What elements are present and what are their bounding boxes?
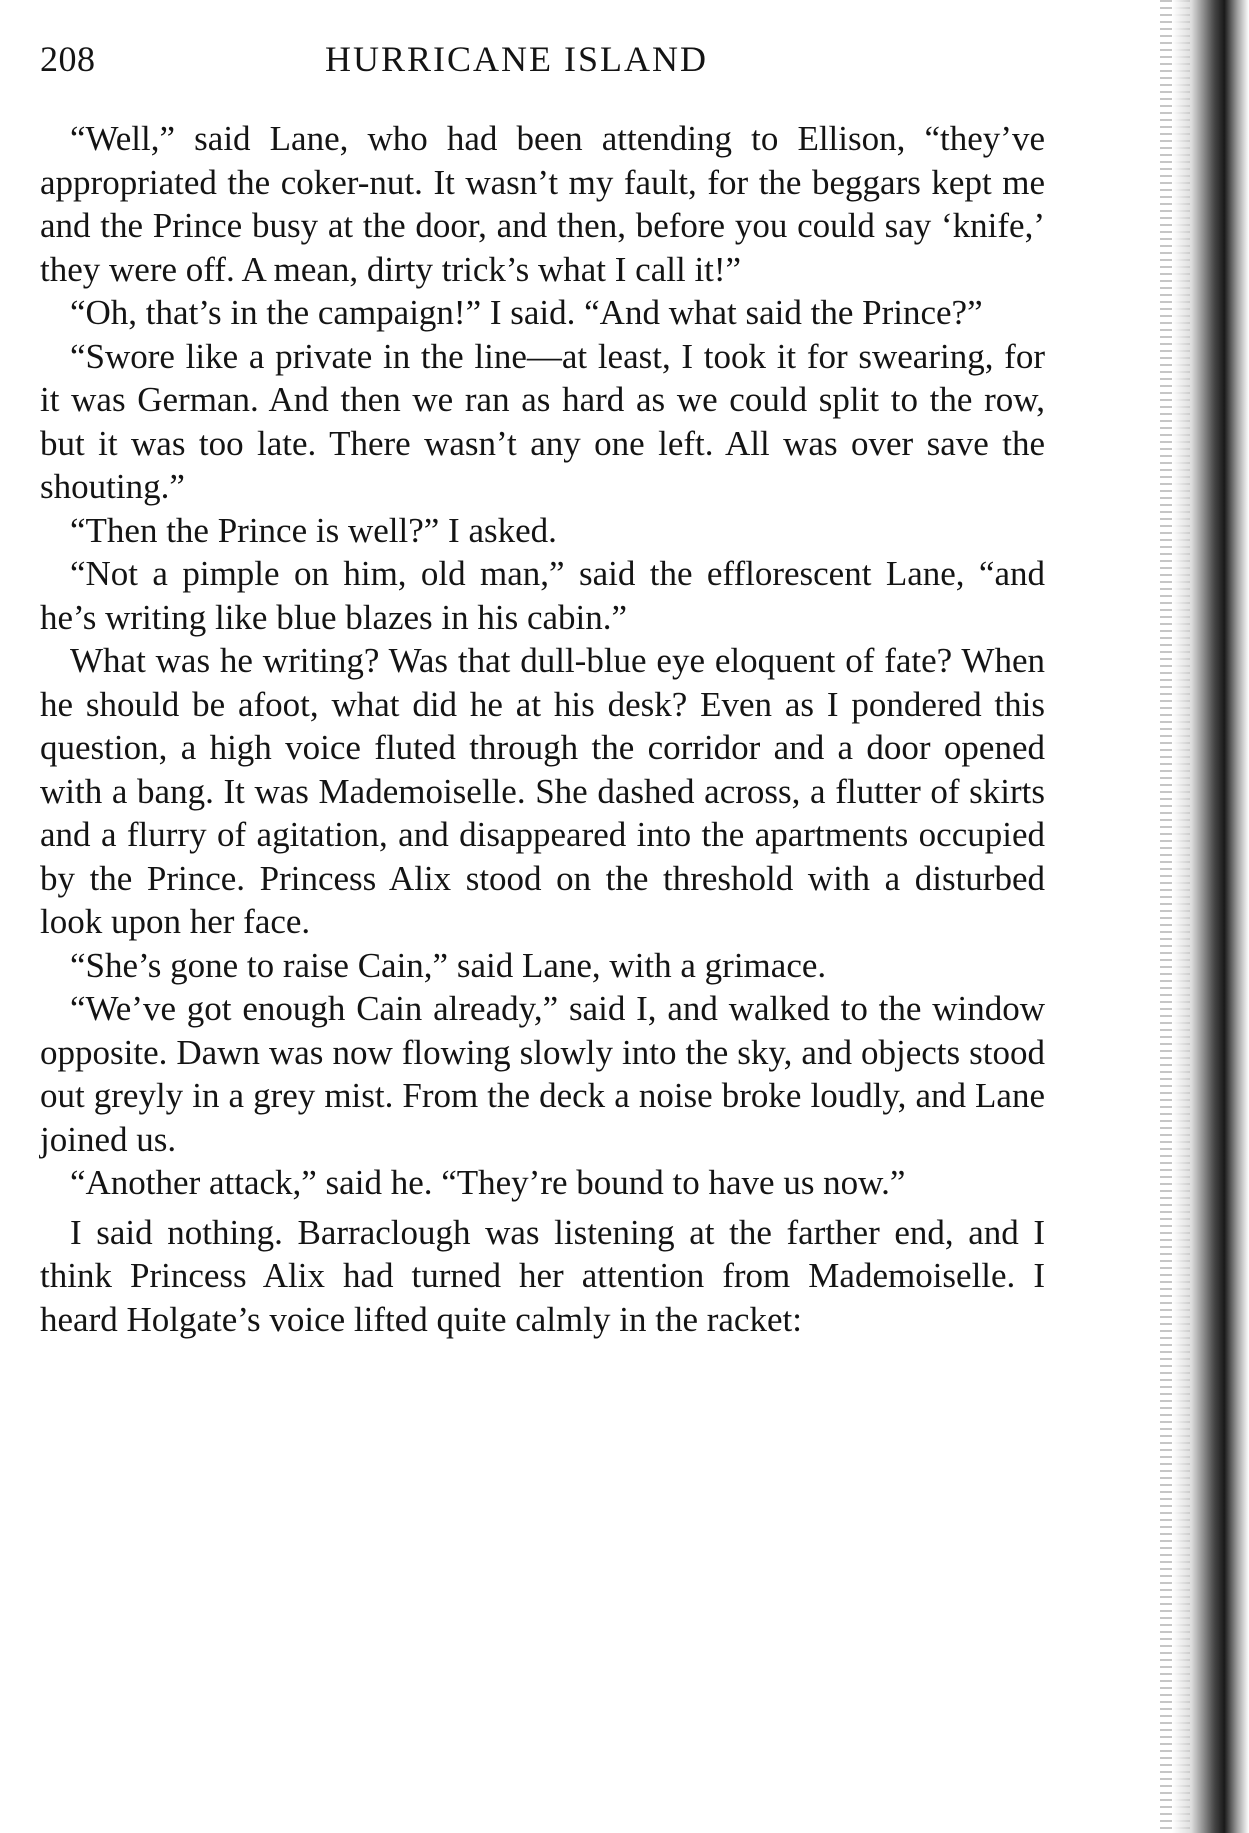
body-text bbox=[40, 117, 1045, 1341]
page-number: 208 bbox=[40, 39, 96, 79]
paragraph: “We’ve got enough Cain already,” said I, and walked to the window opposite. Dawn was now flowing slowly into the sky, and objects stood out greyly in a grey mist. From the deck a noise broke loudly, and Lane joined us. bbox=[40, 989, 1045, 1159]
book-spine-edge bbox=[1172, 0, 1249, 1833]
paragraph: “Then the Prince is well?” I asked. bbox=[70, 510, 557, 550]
paragraph: “Another attack,” said he. “They’re bound to have us now.” bbox=[70, 1163, 906, 1202]
paragraph: “She’s gone to raise Cain,” said Lane, with a grimace. bbox=[70, 945, 827, 985]
paragraph: “Well,” said Lane, who had been attending to Ellison, “they’ve appropriated the coker-nut. It wasn’t my fault, for the beggars kept me and the Prince busy at the door, and then, before you could say ‘knife,’ they were off. A mean, dirty trick’s what I call it!” bbox=[40, 119, 1045, 289]
paragraph: “Swore like a private in the line—at least, I took it for swearing, for it was German. And then we ran as hard as we could split to the row, but it was too late. There wasn’t any one left. All was over save the shouting.” bbox=[40, 336, 1045, 506]
paragraph: What was he writing? Was that dull-blue eye eloquent of fate? When he should be afoot, what did he at his desk? Even as I pondered this question, a high voice fluted through the corridor and a door opened with a bang. It was Mademoiselle. She dashed across, a flutter of skirts and a flurry of agitation, and disappeared into the apartments occupied by the Prince. Princess Alix stood on the threshold with a disturbed look upon her face. bbox=[40, 641, 1045, 941]
paragraph: “Oh, that’s in the campaign!” I said. “And what said the Prince?” bbox=[70, 293, 983, 332]
paragraph: “Not a pimple on him, old man,” said the efflorescent Lane, “and he’s writing like blue blazes in his cabin.” bbox=[40, 554, 1045, 637]
running-title: HURRICANE ISLAND bbox=[325, 39, 708, 79]
page-header bbox=[40, 38, 1045, 88]
paragraph: I said nothing. Barraclough was listening at the farther end, and I think Princess Alix had turned her attention from Mademoiselle. I heard Holgate’s voice lifted quite calmly in the racket: bbox=[40, 1212, 1045, 1339]
